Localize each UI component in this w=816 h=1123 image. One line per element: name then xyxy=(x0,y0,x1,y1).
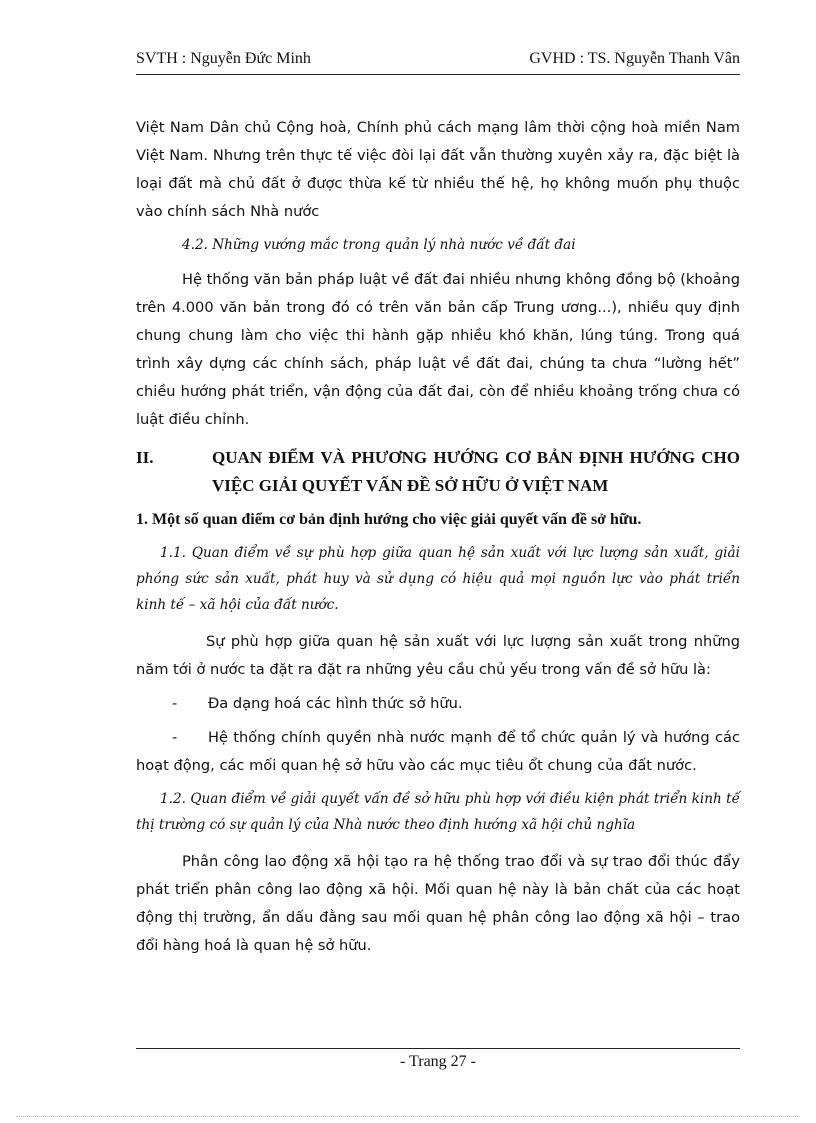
page-footer xyxy=(136,1048,740,1071)
heading-4-2: 4.2. Những vướng mắc trong quản lý nhà nước về đất đai xyxy=(182,237,576,253)
section-2-title: QUAN ĐIỂM VÀ PHƯƠNG HƯỚNG CƠ BẢN ĐỊNH HƯỚNG CHO VIỆC GIẢI QUYẾT VẤN ĐỀ SỞ HỮU Ở VIỆT NAM xyxy=(212,448,740,495)
list-item-text: Đa dạng hoá các hình thức sở hữu. xyxy=(208,695,463,712)
page-header xyxy=(136,50,740,75)
section-2-number: II. xyxy=(136,448,154,467)
advisor-name: GVHD : TS. Nguyễn Thanh Vân xyxy=(529,50,740,67)
page-break-line xyxy=(16,1116,800,1117)
page-number: - Trang 27 - xyxy=(399,1053,476,1070)
paragraph-2: Hệ thống văn bản pháp luật về đất đai nhiều nhưng không đồng bộ (khoảng trên 4.000 văn bản trong đó có trên văn bản cấp Trung ương...), nhiều quy định chung chung làm cho việc thi hành gặp nhiều khó khăn, lúng túng. Trong quá trình xây dựng các chính sách, pháp luật về đất đai, chúng ta chưa “lường hết” chiều hướng phát triển, vận động của đất đai, còn để nhiều khoảng trống chưa có luật điều chỉnh. xyxy=(136,271,740,428)
section-2-heading xyxy=(136,444,740,500)
paragraph-3: Sự phù hợp giữa quan hệ sản xuất với lực lượng sản xuất trong những năm tới ở nước ta đặt ra đặt ra những yêu cầu chủ yếu trong vấn đề sở hữu là: xyxy=(136,633,740,678)
list-item xyxy=(136,690,740,718)
dash-marker: - xyxy=(172,695,178,712)
list-item-text: Hệ thống chính quyền nhà nước mạnh để tổ chức quản lý và hướng các hoạt động, các mối quan hệ sở hữu vào các mục tiêu ổt chung của đất nước. xyxy=(136,729,740,774)
subsection-1-heading: 1. Một số quan điểm cơ bản định hướng cho việc giải quyết vấn đề sở hữu. xyxy=(136,511,642,528)
paragraph-1: Việt Nam Dân chủ Cộng hoà, Chính phủ cách mạng lâm thời cộng hoà miền Nam Việt Nam. Nhưng trên thực tế việc đòi lại đất vẫn thường xuyên xảy ra, đặc biệt là loại đất mà chủ đất ở được thừa kế từ nhiều thế hệ, họ không muốn phụ thuộc vào chính sách Nhà nước xyxy=(136,119,740,220)
student-name: SVTH : Nguyễn Đức Minh xyxy=(136,50,311,67)
list-item xyxy=(136,724,740,780)
heading-1-1: 1.1. Quan điểm về sự phù hợp giữa quan hệ sản xuất với lực lượng sản xuất, giải phóng sức sản xuất, phát huy và sử dụng có hiệu quả mọi nguồn lực vào phát triển kinh tế – xã hội của đất nước. xyxy=(136,545,740,613)
dash-marker: - xyxy=(172,729,178,746)
page-content xyxy=(136,114,740,960)
heading-1-2: 1.2. Quan điểm về giải quyết vấn đề sở hữu phù hợp với điều kiện phát triển kinh tế thị trường có sự quản lý của Nhà nước theo định hướng xã hội chủ nghĩa xyxy=(136,791,740,833)
paragraph-4: Phân công lao động xã hội tạo ra hệ thống trao đổi và sự trao đổi thúc đẩy phát triển phân công lao động xã hội. Mối quan hệ này là bản chất của các hoạt động thị trường, ẩn dấu đằng sau mối quan hệ phân công lao động xã hội – trao đổi hàng hoá là quan hệ sở hữu. xyxy=(136,853,740,954)
